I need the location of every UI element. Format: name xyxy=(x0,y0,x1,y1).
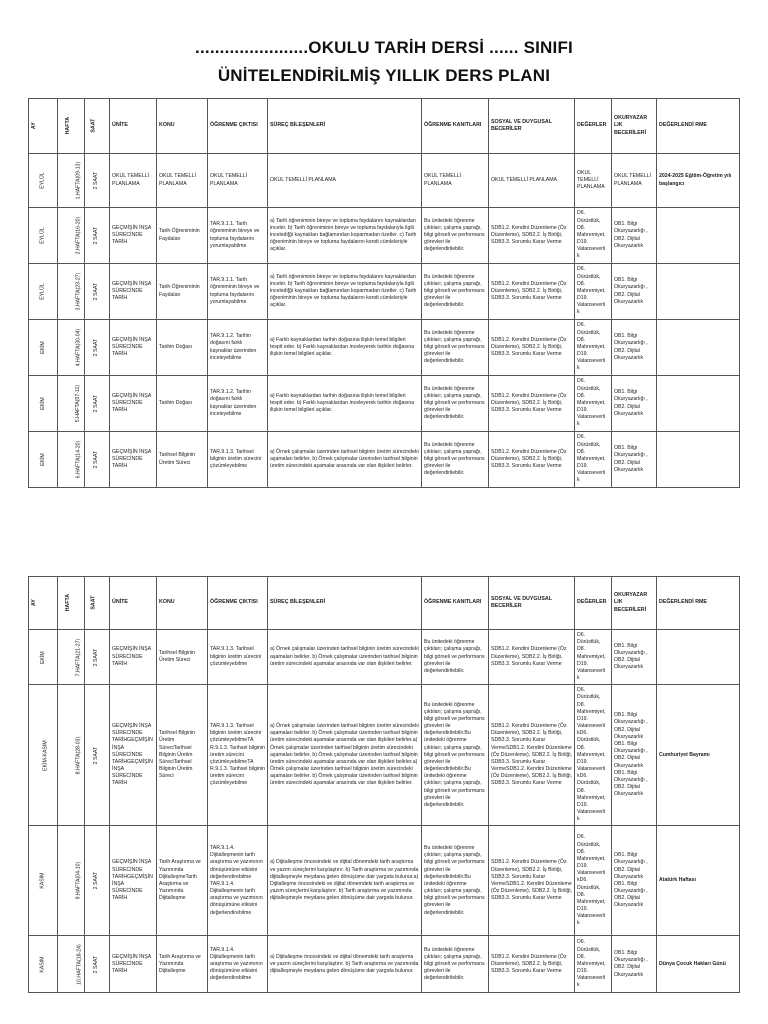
cell-unite: OKUL TEMELLİ PLANLAMA xyxy=(110,154,157,208)
cell-unite: GEÇMİŞİN İNŞA SÜRECİNDE TARİHGEÇMİŞİN İNŞA SÜRECİNDE TARİH xyxy=(110,826,157,936)
cell-surec-bilesenleri: a) Tarih öğreniminin bireye ve topluma faydalarını kaynaklardan inceler. b) Tarih öğreniminin bireye ve topluma faydalarıyla ilgili inceledi[ği kaynakları bağlamından koparmadan özetler. c) Tarih öğreniminin bireye ve topluma faydalarını kendi cümleleriyle açıklar. xyxy=(268,264,422,320)
cell-ay: EKİM-KASIM xyxy=(29,685,58,826)
cell-okuryazarlik: OB1. Bilgi Okuryazarlığı , OB2. Dijital Okuryazarlık xyxy=(612,936,657,993)
cell-unite: GEÇMİŞİN İNŞA SÜRECİNDE TARİH xyxy=(110,936,157,993)
header-saat: SAAT xyxy=(85,99,110,154)
cell-hafta: 6.HAFTA(14-20) xyxy=(58,432,85,488)
cell-degerlendirme xyxy=(657,208,740,264)
cell-sosyal-duygusal: SDB1.2. Kendini Düzenleme (Öz Düzenleme), SDB2.2. İş Birliği, SDB3.3. Sorumlu Karar Verme xyxy=(489,320,575,376)
cell-ogrenme-kanitlari: OKUL TEMELLİ PLANLAMA xyxy=(422,154,489,208)
cell-konu: Tarih Araştırma ve Yazımında Dijitalleşme xyxy=(157,936,208,993)
header-unite: ÜNİTE xyxy=(110,99,157,154)
cell-surec-bilesenleri: a) Örnek çalışmalar üzerinden tarihsel bilginin üretim sürecindeki aşamaları belirler. b) Örnek çalışmalar üzerinden tarihsel bilginin üretim sürecindeki aşamalar arasında var olan ilişkileri belirler.a) Örnek çalışmalar üzerinden tarihsel bilginin üretim sürecindeki aşamaları belirler. b) Örnek çalışmalar üzerinden tarihsel bilginin üretim sürecindeki aşamalar arasında var olan ilişkileri belirler.a) Örnek çalışmalar üzerinden tarihsel bilginin üretim sürecindeki aşamaları belirler. b) Örnek çalışmalar üzerinden tarihsel bilginin üretim sürecindeki aşamalar arasında var olan ilişkileri belirler. xyxy=(268,685,422,826)
cell-degerler: D6. Dürüstlük, D8. Mahremiyet, D19. Vatanseverli kD6. Dürüstlük, D8. Mahremiyet, D19. Vatanseverli kD6. Dürüstlük, D8. Mahremiyet, D19. Vatanseverli k xyxy=(575,685,612,826)
cell-konu: Tarihsel Bilginin Üretim Süreci xyxy=(157,432,208,488)
cell-okuryazarlik: OB1. Bilgi Okuryazarlığı , OB2. Dijital Okuryazarlık OB1. Bilgi Okuryazarlığı , OB2. Dijital Okuryazarlık OB1. Bilgi Okuryazarlığı , OB2. Dijital Okuryazarlık xyxy=(612,685,657,826)
cell-sosyal-duygusal: SDB1.2. Kendini Düzenleme (Öz Düzenleme), SDB2.2. İş Birliği, SDB3.3. Sorumlu Karar Verme xyxy=(489,376,575,432)
cell-okuryazarlik: OKUL TEMELLİ PLANLAMA xyxy=(612,154,657,208)
cell-okuryazarlik: OB1. Bilgi Okuryazarlığı , OB2. Dijital Okuryazarlık OB1. Bilgi Okuryazarlığı , OB2. Dijital Okuryazarlık xyxy=(612,826,657,936)
cell-sosyal-duygusal: SDB1.2. Kendini Düzenleme (Öz Düzenleme), SDB2.2. İş Birliği, SDB3.3. Sorumlu Karar VermeSDB1.2. Kendini Düzenleme (Öz Düzenleme), SDB2.2. İş Birliği, SDB3.3. Sorumlu Karar VermeSDB1.2. Kendini Düzenleme (Öz Düzenleme), SDB2.2. İş Birliği, SDB3.3. Sorumlu Karar Verme xyxy=(489,685,575,826)
cell-sosyal-duygusal: SDB1.2. Kendini Düzenleme (Öz Düzenleme), SDB2.2. İş Birliği, SDB3.3. Sorumlu Karar Verme xyxy=(489,208,575,264)
cell-sosyal-duygusal: SDB1.2. Kendini Düzenleme (Öz Düzenleme), SDB2.2. İş Birliği, SDB3.3. Sorumlu Karar Verme xyxy=(489,264,575,320)
cell-konu: Tarihin Doğası xyxy=(157,320,208,376)
cell-surec-bilesenleri: a) Farklı kaynaklardan tarihin doğasına ilişkin temel bilgileri tespit eder. b) Farklı kaynaklardan inceleyerek tarihin doğasına ilişkin temel bilgileri açıklar. xyxy=(268,320,422,376)
cell-ogrenme-ciktisi: TAR.9.1.1. Tarih öğreniminin bireye ve topluma faydalarını yorumlayabilme xyxy=(208,264,268,320)
header-degerlendirme: DEĞERLENDİ RME xyxy=(657,99,740,154)
cell-sosyal-duygusal: SDB1.2. Kendini Düzenleme (Öz Düzenleme), SDB2.2. İş Birliği, SDB3.3. Sorumlu Karar Verme xyxy=(489,432,575,488)
cell-unite: GEÇMİŞİN İNŞA SÜRECİNDE TARİH xyxy=(110,432,157,488)
cell-degerler: OKUL TEMELLİ PLANLAMA xyxy=(575,154,612,208)
table-row xyxy=(29,685,740,826)
header-degerler: DEĞERLER xyxy=(575,99,612,154)
cell-degerler: D6. Dürüstlük, D8. Mahremiyet, D19. Vatanseverli k xyxy=(575,264,612,320)
cell-ogrenme-ciktisi: TAR.9.1.2. Tarihin doğasını farklı kaynaklar üzerinden inceleyebilme xyxy=(208,376,268,432)
table-row xyxy=(29,826,740,936)
header-degerler: DEĞERLER xyxy=(575,577,612,630)
cell-degerlendirme: 2024-2025 Eğitim-Öğretim yılı başlangıcı xyxy=(657,154,740,208)
cell-okuryazarlik: OB1. Bilgi Okuryazarlığı , OB2. Dijital Okuryazarlık xyxy=(612,208,657,264)
cell-degerler: D6. Dürüstlük, D8. Mahremiyet, D19. Vatanseverli k xyxy=(575,936,612,993)
cell-hafta: 1.HAFTA(09-13) xyxy=(58,154,85,208)
cell-ay: EKİM xyxy=(29,376,58,432)
cell-ogrenme-kanitlari: Bu ünitedeki öğrenme çıktıları; çalışma yaprağı, bilgi görseli ve performans görevleri ile değerlendirilebilir. xyxy=(422,376,489,432)
cell-sosyal-duygusal: SDB1.2. Kendini Düzenleme (Öz Düzenleme), SDB2.2. İş Birliği, SDB3.3. Sorumlu Karar Verme xyxy=(489,936,575,993)
cell-hafta: 3.HAFTA(23-27) xyxy=(58,264,85,320)
cell-ogrenme-ciktisi: TAR.9.1.4. Dijitalleşmenin tarih araştırma ve yazımının dönüşümüne etkisini değerlendirebilme xyxy=(208,936,268,993)
cell-ogrenme-kanitlari: Bu ünitedeki öğrenme çıktıları; çalışma yaprağı, bilgi görseli ve performans görevleri ile değerlendirilebilir.Bu ünitedeki öğrenme çıktıları; çalışma yaprağı, bilgi görseli ve performans görevleri ile değerlendirilebilir. xyxy=(422,826,489,936)
cell-konu: Tarihsel Bilginin Üretim SüreciTarihsel Bilginin Üretim SüreciTarihsel Bilginin Üretim Süreci xyxy=(157,685,208,826)
cell-surec-bilesenleri: a) Örnek çalışmalar üzerinden tarihsel bilginin üretim sürecindeki aşamaları belirler. b) Örnek çalışmalar üzerinden tarihsel bilginin üretim sürecindeki aşamalar arasında var olan ilişkileri belirler. xyxy=(268,432,422,488)
yearly-plan-table-2 xyxy=(28,576,740,993)
cell-hafta: 10.HAFTA(18-24) xyxy=(58,936,85,993)
header-konu: KONU xyxy=(157,99,208,154)
cell-okuryazarlik: OB1. Bilgi Okuryazarlığı , OB2. Dijital Okuryazarlık xyxy=(612,432,657,488)
cell-surec-bilesenleri: a) Dijitalleşme öncesindeki ve dijital dönemdeki tarih araştırma ve yazım süreçlerini karşılaştırır. b) Tarih araştırma ve yazımında dijitalleşmeyle meydana gelen dönüşüme dair yargıda bulunur. xyxy=(268,936,422,993)
cell-ay: EYLÜL xyxy=(29,154,58,208)
document-title-line-1: .......................OKULU TARİH DERSİ ...... SINIFI xyxy=(195,38,573,57)
cell-ogrenme-ciktisi: TAR.9.1.1. Tarih öğreniminin bireye ve topluma faydalarını yorumlayabilme xyxy=(208,208,268,264)
cell-ogrenme-kanitlari: Bu ünitedeki öğrenme çıktıları; çalışma yaprağı, bilgi görseli ve performans görevleri ile değerlendirilebilir. xyxy=(422,630,489,685)
cell-sosyal-duygusal: OKUL TEMELLİ PLANLAMA xyxy=(489,154,575,208)
cell-surec-bilesenleri: a) Dijitalleşme öncesindeki ve dijital dönemdeki tarih araştırma ve yazım süreçlerini karşılaştırır. b) Tarih araştırma ve yazımında dijitalleşmeyle meydana gelen dönüşüme dair yargıda bulunur.a) Dijitalleşme öncesindeki ve dijital dönemdeki tarih araştırma ve yazım süreçlerini karşılaştırır. b) Tarih araştırma ve yazımında dijitalleşmeyle meydana gelen dönüşüme dair yargıda bulunur. xyxy=(268,826,422,936)
table-row xyxy=(29,376,740,432)
cell-ogrenme-kanitlari: Bu ünitedeki öğrenme çıktıları; çalışma yaprağı, bilgi görseli ve performans görevleri ile değerlendirilebilir. xyxy=(422,208,489,264)
cell-sosyal-duygusal: SDB1.2. Kendini Düzenleme (Öz Düzenleme), SDB2.2. İş Birliği, SDB3.3. Sorumlu Karar VermeSDB1.2. Kendini Düzenleme (Öz Düzenleme), SDB2.2. İş Birliği, SDB3.3. Sorumlu Karar Verme xyxy=(489,826,575,936)
cell-hafta: 9.HAFTA(04-10) xyxy=(58,826,85,936)
cell-saat: 2 SAAT xyxy=(85,264,110,320)
cell-ogrenme-kanitlari: Bu ünitedeki öğrenme çıktıları; çalışma yaprağı, bilgi görseli ve performans görevleri ile değerlendirilebilir. xyxy=(422,936,489,993)
cell-saat: 2 SAAT xyxy=(85,376,110,432)
cell-hafta: 5.HAFTA(07-11) xyxy=(58,376,85,432)
document-title-line-2: ÜNİTELENDİRİLMİŞ YILLIK DERS PLANI xyxy=(217,66,551,85)
header-ogrenme-kanitlari: ÖĞRENME KANITLARI xyxy=(422,99,489,154)
cell-degerler: D6. Dürüstlük, D8. Mahremiyet, D19. Vatanseverli k xyxy=(575,376,612,432)
table-row xyxy=(29,154,740,208)
cell-unite: GEÇMİŞİN İNŞA SÜRECİNDE TARİH xyxy=(110,630,157,685)
cell-saat: 2 SAAT xyxy=(85,320,110,376)
header-hafta: HAFTA xyxy=(58,99,85,154)
header-ogrenme-ciktisi: ÖĞRENME ÇIKTISI xyxy=(208,99,268,154)
table-row xyxy=(29,208,740,264)
cell-saat: 2 SAAT xyxy=(85,630,110,685)
cell-degerlendirme: Dünya Çocuk Hakları Günü xyxy=(657,936,740,993)
cell-saat: 2 SAAT xyxy=(85,208,110,264)
cell-okuryazarlik: OB1. Bilgi Okuryazarlığı , OB2. Dijital Okuryazarlık xyxy=(612,320,657,376)
cell-ogrenme-ciktisi: TAR.9.1.2. Tarihin doğasını farklı kaynaklar üzerinden inceleyebilme xyxy=(208,320,268,376)
cell-ay: EKİM xyxy=(29,320,58,376)
cell-surec-bilesenleri: a) Örnek çalışmalar üzerinden tarihsel bilginin üretim sürecindeki aşamaları belirler. b) Örnek çalışmalar üzerinden tarihsel bilginin üretim sürecindeki aşamalar arasında var olan ilişkileri belirler. xyxy=(268,630,422,685)
cell-okuryazarlik: OB1. Bilgi Okuryazarlığı , OB2. Dijital Okuryazarlık xyxy=(612,376,657,432)
cell-sosyal-duygusal: SDB1.2. Kendini Düzenleme (Öz Düzenleme), SDB2.2. İş Birliği, SDB3.3. Sorumlu Karar Verme xyxy=(489,630,575,685)
cell-unite: GEÇMİŞİN İNŞA SÜRECİNDE TARİH xyxy=(110,320,157,376)
cell-ay: EYLÜL xyxy=(29,208,58,264)
cell-konu: OKUL TEMELLİ PLANLAMA xyxy=(157,154,208,208)
cell-ogrenme-ciktisi: TAR.9.1.3. Tarihsel bilginin üretim sürecini çözümleyebilme xyxy=(208,432,268,488)
cell-degerler: D6. Dürüstlük, D8. Mahremiyet, D19. Vatanseverli k xyxy=(575,630,612,685)
cell-saat: 2 SAAT xyxy=(85,826,110,936)
table-row xyxy=(29,936,740,993)
cell-degerler: D6. Dürüstlük, D8. Mahremiyet, D19. Vatanseverli kD6. Dürüstlük, D8. Mahremiyet, D19. Vatanseverli k xyxy=(575,826,612,936)
cell-ogrenme-ciktisi: TAR.9.1.3. Tarihsel bilginin üretim sürecini çözümleyebilmeTA R.9.1.3. Tarihsel bilginin üretim sürecini çözümleyebilmeTA R.9.1.3. Tarihsel bilginin üretim sürecini çözümleyebilme xyxy=(208,685,268,826)
header-ogrenme-ciktisi: ÖĞRENME ÇIKTISI xyxy=(208,577,268,630)
cell-degerler: D6. Dürüstlük, D8. Mahremiyet, D19. Vatanseverli k xyxy=(575,320,612,376)
cell-konu: Tarih Öğreniminin Faydaları xyxy=(157,208,208,264)
header-sosyal-duygusal: SOSYAL VE DUYGUSAL BECERİLER xyxy=(489,99,575,154)
header-saat: SAAT xyxy=(85,577,110,630)
cell-saat: 2 SAAT xyxy=(85,432,110,488)
cell-konu: Tarihin Doğası xyxy=(157,376,208,432)
cell-ogrenme-ciktisi: TAR.9.1.4. Dijitalleşmenin tarih araştırma ve yazımının dönüşümüne etkisini değerlendirebilme TAR.9.1.4. Dijitalleşmenin tarih araştırma ve yazımının dönüşümüne etkisini değerlendirebilme xyxy=(208,826,268,936)
cell-ay: EYLÜL xyxy=(29,264,58,320)
cell-konu: Tarih Öğreniminin Faydaları xyxy=(157,264,208,320)
yearly-plan-table-1 xyxy=(28,98,740,488)
cell-okuryazarlik: OB1. Bilgi Okuryazarlığı , OB2. Dijital Okuryazarlık xyxy=(612,264,657,320)
header-surec-bilesenleri: SÜREÇ BİLEŞENLERİ xyxy=(268,577,422,630)
cell-ogrenme-kanitlari: Bu ünitedeki öğrenme çıktıları; çalışma yaprağı, bilgi görseli ve performans görevleri ile değerlendirilebilir. xyxy=(422,432,489,488)
cell-saat: 2 SAAT xyxy=(85,685,110,826)
cell-hafta: 4.HAFTA(30-04) xyxy=(58,320,85,376)
table-row xyxy=(29,264,740,320)
cell-hafta: 7.HAFTA(21-27) xyxy=(58,630,85,685)
cell-konu: Tarih Araştırma ve Yazımında DijitalleşmeTarih Araştırma ve Yazımında Dijitalleşme xyxy=(157,826,208,936)
header-sosyal-duygusal: SOSYAL VE DUYGUSAL BECERİLER xyxy=(489,577,575,630)
table-row xyxy=(29,630,740,685)
cell-okuryazarlik: OB1. Bilgi Okuryazarlığı , OB2. Dijital Okuryazarlık xyxy=(612,630,657,685)
header-konu: KONU xyxy=(157,577,208,630)
header-ay: AY xyxy=(29,99,58,154)
table-row xyxy=(29,320,740,376)
header-hafta: HAFTA xyxy=(58,577,85,630)
cell-degerlendirme xyxy=(657,630,740,685)
header-row xyxy=(29,99,740,154)
cell-surec-bilesenleri: a) Farklı kaynaklardan tarihin doğasına ilişkin temel bilgileri tespit eder. b) Farklı kaynaklardan inceleyerek tarihin doğasına ilişkin temel bilgileri açıklar. xyxy=(268,376,422,432)
cell-degerlendirme xyxy=(657,264,740,320)
cell-hafta: 8.HAFTA(28-03) xyxy=(58,685,85,826)
cell-degerlendirme xyxy=(657,376,740,432)
header-surec-bilesenleri: SÜREÇ BİLEŞENLERİ xyxy=(268,99,422,154)
cell-unite: GEÇMİŞİN İNŞA SÜRECİNDE TARİH xyxy=(110,376,157,432)
cell-ogrenme-kanitlari: Bu ünitedeki öğrenme çıktıları; çalışma yaprağı, bilgi görseli ve performans görevleri ile değerlendirilebilir. xyxy=(422,320,489,376)
cell-ay: KASIM xyxy=(29,936,58,993)
cell-konu: Tarihsel Bilginin Üretim Süreci xyxy=(157,630,208,685)
header-degerlendirme: DEĞERLENDİ RME xyxy=(657,577,740,630)
cell-hafta: 2.HAFTA(16-20) xyxy=(58,208,85,264)
cell-unite: GEÇMİŞİN İNŞA SÜRECİNDE TARİH xyxy=(110,264,157,320)
header-row xyxy=(29,577,740,630)
cell-degerlendirme: Atatürk Haftası xyxy=(657,826,740,936)
cell-unite: GEÇMİŞİN İNŞA SÜRECİNDE TARİH xyxy=(110,208,157,264)
header-ogrenme-kanitlari: ÖĞRENME KANITLARI xyxy=(422,577,489,630)
cell-degerlendirme xyxy=(657,432,740,488)
table-row xyxy=(29,432,740,488)
header-okuryazarlik: OKURYAZAR LIK BECERİLERİ xyxy=(612,577,657,630)
cell-ogrenme-kanitlari: Bu ünitedeki öğrenme çıktıları; çalışma yaprağı, bilgi görseli ve performans görevleri ile değerlendirilebilir.Bu ünitedeki öğrenme çıktıları; çalışma yaprağı, bilgi görseli ve performans görevleri ile değerlendirilebilir.Bu ünitedeki öğrenme çıktıları; çalışma yaprağı, bilgi görseli ve performans görevleri ile değerlendirilebilir. xyxy=(422,685,489,826)
cell-surec-bilesenleri: OKUL TEMELLİ PLANLAMA xyxy=(268,154,422,208)
cell-unite: GEÇMİŞİN İNŞA SÜRECİNDE TARİHGEÇMİŞİN İNŞA SÜRECİNDE TARİHGEÇMİŞİN İNŞA SÜRECİNDE TARİH xyxy=(110,685,157,826)
header-okuryazarlik: OKURYAZAR LIK BECERİLERİ xyxy=(612,99,657,154)
cell-ay: KASIM xyxy=(29,826,58,936)
cell-surec-bilesenleri: a) Tarih öğreniminin bireye ve topluma faydalarını kaynaklardan inceler. b) Tarih öğreniminin bireye ve topluma faydalarıyla ilgili inceledi[ği kaynakları bağlamından koparmadan özetler. c) Tarih öğreniminin bireye ve topluma faydalarını kendi cümleleriyle açıklar. xyxy=(268,208,422,264)
cell-ay: EKİM xyxy=(29,630,58,685)
header-ay: AY xyxy=(29,577,58,630)
cell-saat: 2 SAAT xyxy=(85,936,110,993)
cell-ogrenme-kanitlari: Bu ünitedeki öğrenme çıktıları; çalışma yaprağı, bilgi görseli ve performans görevleri ile değerlendirilebilir. xyxy=(422,264,489,320)
cell-degerler: D6. Dürüstlük, D8. Mahremiyet, D19. Vatanseverli k xyxy=(575,208,612,264)
cell-ogrenme-ciktisi: OKUL TEMELLİ PLANLAMA xyxy=(208,154,268,208)
header-unite: ÜNİTE xyxy=(110,577,157,630)
cell-degerlendirme xyxy=(657,320,740,376)
cell-saat: 2 SAAT xyxy=(85,154,110,208)
cell-ogrenme-ciktisi: TAR.9.1.3. Tarihsel bilginin üretim sürecini çözümleyebilme xyxy=(208,630,268,685)
cell-ay: EKİM xyxy=(29,432,58,488)
cell-degerler: D6. Dürüstlük, D8. Mahremiyet, D19. Vatanseverli k xyxy=(575,432,612,488)
cell-degerlendirme: Cumhuriyet Bayramı xyxy=(657,685,740,826)
